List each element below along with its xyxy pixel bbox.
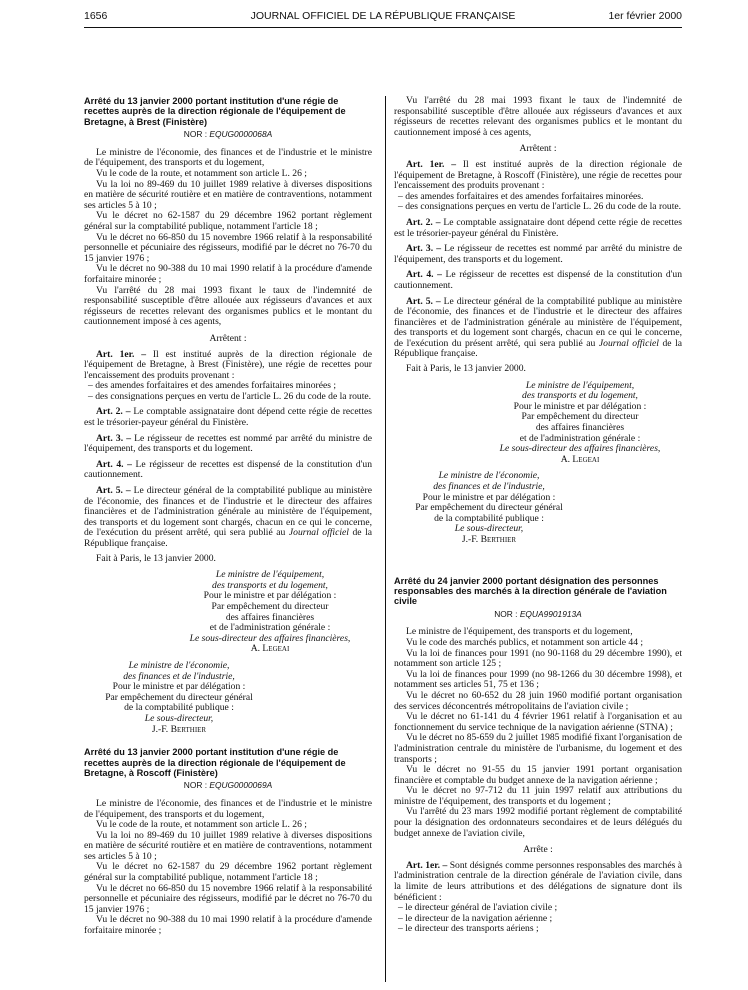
left-column [84, 96, 372, 937]
paragraph: Vu le décret no 60-652 du 28 juin 1960 modifié portant organisation des services déconcentrés métropolitains de l'aviation civile ; [394, 689, 682, 712]
signatory-name: J.-F. Berthier [461, 533, 517, 545]
arretent-heading: Arrêtent : [519, 143, 557, 155]
article-1: Art. 1er. – Il est institué auprès de la direction régionale de l'équipement de Bretagne, à Roscoff (Finistère), une régie de recettes pour l'encaissement des produits provenant : [394, 158, 682, 192]
signature-block-economie: Le ministre de l'économie, des finances et de l'industrie, Pour le ministre et par délégation : Par empêchement du directeur général de la comptabilité publique : Le sous-directeur, J.-F. Berthier [84, 661, 274, 735]
signatory-name: J.-F. Berthier [151, 723, 207, 735]
paragraph: Vu le décret no 66-850 du 15 novembre 1966 relatif à la responsabilité personnelle et pécuniaire des régisseurs, modifié par le décret no 76-70 du 15 janvier 1976 ; [84, 882, 372, 915]
paragraph: Vu l'arrêté du 23 mars 1992 modifié portant règlement de comptabilité pour la désignation des ordonnateurs secondaires et de leurs délégués du budget annexe de l'aviation civile, [394, 806, 682, 839]
paragraph: Vu la loi de finances pour 1999 (no 98-1266 du 30 décembre 1998), et notamment ses articles 51, 75 et 136 ; [394, 668, 682, 691]
paragraph: Vu le décret no 66-850 du 15 novembre 1966 relatif à la responsabilité personnelle et pécuniaire des régisseurs, modifié par le décret no 76-70 du 15 janvier 1976 ; [84, 231, 372, 264]
paragraph: Vu la loi no 89-469 du 10 juillet 1989 relative à diverses dispositions en matière de sécurité routière et en matière de contraventions, notamment ses articles 5 à 10 ; [84, 178, 372, 211]
list-item: – des consignations perçues en vertu de l'article L. 26 du code de la route. [88, 390, 372, 402]
right-column [394, 96, 682, 935]
list-item: – des amendes forfaitaires et des amendes forfaitaires minorées. [398, 190, 644, 202]
paragraph: Vu le décret no 97-712 du 11 juin 1997 relatif aux attributions du ministre de l'équipement, des transports et du logement ; [394, 785, 682, 807]
header-rule [84, 27, 682, 28]
decree-title: Arrêté du 24 janvier 2000 portant désignation des personnes responsables des marchés à la direction générale de l'aviation civile [394, 575, 667, 607]
paragraph: Vu le code de la route, et notamment son article L. 26 ; [96, 168, 307, 179]
decree-title: Arrêté du 13 janvier 2000 portant institution d'une régie de recettes auprès de la direction régionale de l'équipement de Bretagne, à Roscoff (Finistère) [84, 747, 346, 778]
list-item: – des amendes forfaitaires et des amendes forfaitaires minorées ; [88, 380, 337, 392]
list-item: – des consignations perçues en vertu de l'article L. 26 du code de la route. [398, 201, 682, 213]
article-5: Art. 5. – Le directeur général de la comptabilité publique au ministère de l'économie, des finances et de l'industrie et le directeur des affaires financières et de l'administration générale au ministère de l'équipement, des transports et du logement sont chargés, chacun en ce qui le concerne, de l'exécution du présent arrêté, qui sera publié au Journal officiel de la République française. [84, 485, 372, 549]
paragraph: Vu l'arrêté du 28 mai 1993 fixant le taux de l'indemnité de responsabilité susceptible d'être allouée aux régisseurs d'avances et aux régisseurs de recettes relevant des organismes publics et le montant du cautionnement imposé à ces agents, [394, 95, 682, 138]
signature-block-equipement: Le ministre de l'équipement, des transports et du logement, Pour le ministre et par délégation : Par empêchement du directeur des affaires financières et de l'administration générale : Le sous-directeur des affaires financières, A. Legeai [168, 570, 372, 655]
journal-title: JOURNAL OFFICIEL DE LA RÉPUBLIQUE FRANÇAISE [250, 10, 516, 22]
paragraph: Vu le décret no 90-388 du 10 mai 1990 relatif à la procédure d'amende forfaitaire minorée ; [84, 914, 372, 937]
page-header [84, 10, 682, 26]
paragraph: Vu la loi no 89-469 du 10 juillet 1989 relative à diverses dispositions en matière de sécurité routière et en matière de contraventions, notamment ses articles 5 à 10 ; [84, 829, 372, 862]
article-4: Art. 4. – Le régisseur de recettes est dispensé de la constitution d'un cautionnement. [394, 269, 683, 291]
paragraph: Le ministre de l'économie, des finances et de l'industrie et le ministre de l'équipement, des transports et du logement, [84, 797, 372, 820]
decree-aviation-civile [394, 576, 682, 935]
article-1: Art. 1er. – Il est institué auprès de la direction régionale de l'équipement de Bretagne, à Brest (Finistère), une régie de recettes pour l'encaissement des produits provenant : [84, 348, 372, 381]
decree-brest [84, 96, 372, 735]
article-5: Art. 5. – Le directeur général de la comptabilité publique au ministère de l'économie, des finances et de l'industrie et le directeur des affaires financières et de l'administration générale au ministère de l'équipement, des transports et du logement sont chargés, chacun en ce qui le concerne, de l'exécution du présent arrêté, qui sera publié au Journal officiel de la République française. [394, 295, 682, 360]
issue-date: 1er février 2000 [608, 10, 682, 22]
signatory-name: A. Legeai [250, 643, 290, 655]
decree-roscoff [84, 747, 372, 937]
page-number: 1656 [84, 10, 108, 22]
paragraph: Vu le décret no 62-1587 du 29 décembre 1962 portant règlement général sur la comptabilité publique, notamment l'article 18 ; [84, 210, 372, 232]
nor-reference: NOR : EQUG0000068A [183, 129, 273, 140]
paragraph: Vu le décret no 90-388 du 10 mai 1990 relatif à la procédure d'amende forfaitaire minorée ; [84, 263, 372, 285]
nor-reference: NOR : EQUA9901913A [494, 608, 582, 619]
signing-date: Fait à Paris, le 13 janvier 2000. [96, 552, 216, 564]
list-item: – le directeur de la navigation aérienne ; [398, 912, 553, 924]
paragraph: Le ministre de l'économie, des finances et de l'industrie et le ministre de l'équipement, des transports et du logement, [84, 146, 372, 169]
signatory-name: A. Legeai [560, 453, 600, 465]
arrete-heading: Arrête : [523, 844, 553, 856]
list-item: – le directeur des transports aériens ; [398, 923, 539, 935]
paragraph: Vu le décret no 91-55 du 15 janvier 1991 portant organisation financière et comptable du budget annexe de la navigation aérienne ; [394, 764, 682, 786]
decree-title: Arrêté du 13 janvier 2000 portant institution d'une régie de recettes auprès de la direction régionale de l'équipement de Bretagne, à Brest (Finistère) [84, 96, 346, 127]
paragraph: Vu le décret no 85-659 du 2 juillet 1985 modifié fixant l'organisation de l'administration centrale du ministère de l'urbanisme, du logement et des transports ; [394, 732, 682, 765]
paragraph: Vu l'arrêté du 28 mai 1993 fixant le taux de l'indemnité de responsabilité susceptible d'être allouée aux régisseurs d'avances et aux régisseurs de recettes relevant des organismes publics et le montant du cautionnement imposé à ces agents, [84, 284, 372, 328]
nor-reference: NOR : EQUG0000069A [183, 780, 273, 791]
article-1: Art. 1er. – Sont désignés comme personnes responsables des marchés à l'administration centrale de la direction générale de l'aviation civile, dans la limite de leurs attributions et des délégations de signature dont ils bénéficient : [394, 859, 682, 903]
paragraph: Vu le code de la route, et notamment son article L. 26 ; [96, 819, 307, 831]
article-4: Art. 4. – Le régisseur de recettes est dispensé de la constitution d'un cautionnement. [84, 458, 373, 481]
paragraph: Vu la loi de finances pour 1991 (no 90-1168 du 29 décembre 1990), et notamment son article 125 ; [394, 647, 682, 670]
column-separator [385, 96, 386, 982]
arretent-heading: Arrêtent : [209, 332, 247, 344]
decree-roscoff-continued [394, 96, 682, 546]
article-2: Art. 2. – Le comptable assignataire dont dépend cette régie de recettes est le trésorier-payeur général du Finistère. [394, 216, 683, 239]
paragraph: Vu le code des marchés publics, et notamment son article 44 ; [406, 636, 644, 648]
signature-block-economie: Le ministre de l'économie, des finances et de l'industrie, Pour le ministre et par délégation : Par empêchement du directeur général de la comptabilité publique : Le sous-directeur, J.-F. Berthier [394, 471, 584, 545]
signature-block-equipement: Le ministre de l'équipement, des transports et du logement, Pour le ministre et par délégation : Par empêchement du directeur des affaires financières et de l'administration générale : Le sous-directeur des affaires financières, A. Legeai [478, 381, 682, 466]
list-item: – le directeur général de l'aviation civile ; [398, 902, 558, 914]
paragraph: Le ministre de l'équipement, des transports et du logement, [406, 626, 633, 638]
signing-date: Fait à Paris, le 13 janvier 2000. [406, 363, 526, 375]
paragraph: Vu le décret no 61-141 du 4 février 1961 relatif à l'organisation et au fonctionnement du service technique de la navigation aérienne (STNA) ; [394, 711, 682, 733]
article-3: Art. 3. – Le régisseur de recettes est nommé par arrêté du ministre de l'équipement, des transports et du logement. [394, 243, 683, 265]
article-3: Art. 3. – Le régisseur de recettes est nommé par arrêté du ministre de l'équipement, des transports et du logement. [84, 432, 373, 455]
paragraph: Vu le décret no 62-1587 du 29 décembre 1962 portant règlement général sur la comptabilité publique, notamment l'article 18 ; [84, 861, 372, 884]
article-2: Art. 2. – Le comptable assignataire dont dépend cette régie de recettes est le trésorier-payeur général du Finistère. [84, 406, 373, 429]
